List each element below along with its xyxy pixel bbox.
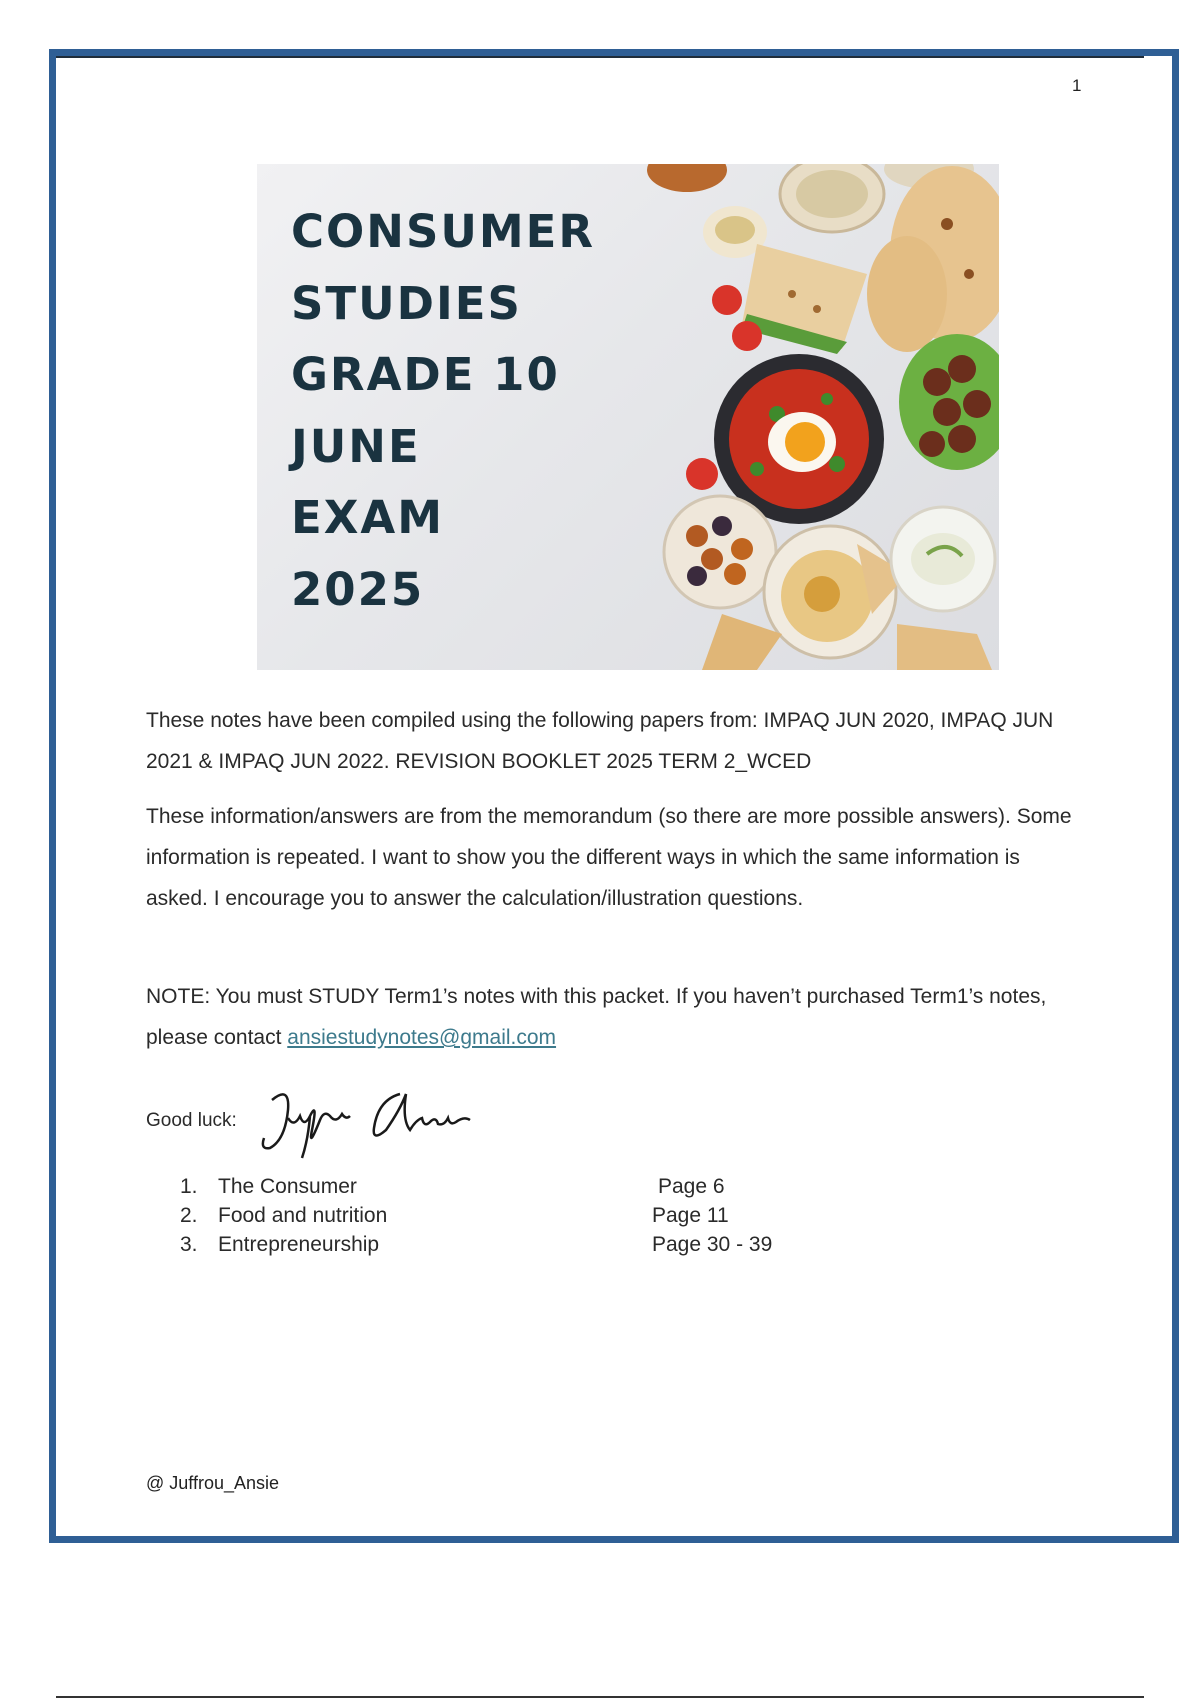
- cover-title-line: EXAM: [291, 491, 445, 544]
- toc-number: 3.: [180, 1233, 198, 1256]
- good-luck-label: Good luck:: [146, 1110, 237, 1131]
- toc-title: The Consumer: [218, 1175, 357, 1198]
- table-of-contents: [180, 1172, 880, 1259]
- toc-item: [180, 1201, 880, 1230]
- intro-note: [146, 976, 1086, 1058]
- email-link[interactable]: ansiestudynotes@gmail.com: [287, 1026, 557, 1049]
- cover-title-line: STUDIES: [291, 276, 522, 330]
- toc-page: Page 6: [658, 1175, 725, 1198]
- header-rule: [56, 56, 1144, 58]
- intro-paragraph-memo: These information/answers are from the memorandum (so there are more possible answers). Some information is repeated. I want to show you the different ways in which the same information is asked. I encourage you to answer the calculation/illustration questions.: [146, 805, 1072, 910]
- toc-item: [180, 1230, 880, 1259]
- toc-page: Page 11: [652, 1204, 729, 1227]
- signature: [250, 1080, 480, 1160]
- bottom-rule: [56, 1696, 1144, 1698]
- cover-title-line: JUNE: [291, 419, 421, 473]
- toc-item: [180, 1172, 880, 1201]
- toc-title: Food and nutrition: [218, 1204, 388, 1227]
- note-text: NOTE: You must STUDY Term1’s notes with this packet. If you haven’t purchased Term1’s notes, please contact: [146, 985, 1047, 1049]
- toc-title: Entrepreneurship: [218, 1233, 380, 1256]
- cover-title-line: CONSUMER: [291, 205, 596, 258]
- intro-paragraph-sources: These notes have been compiled using the following papers from: IMPAQ JUN 2020, IMPAQ JUN 2021 & IMPAQ JUN 2022. REVISION BOOKLET 2025 TERM 2_WCED: [146, 709, 1054, 773]
- page-number: 1: [1072, 76, 1082, 95]
- cover-image: [257, 164, 999, 670]
- toc-number: 2.: [180, 1204, 198, 1227]
- author-handle: @ Juffrou_Ansie: [146, 1473, 280, 1493]
- toc-page: Page 30 - 39: [652, 1233, 773, 1256]
- cover-title: [291, 196, 595, 625]
- cover-title-line: 2025: [291, 562, 425, 616]
- toc-number: 1.: [180, 1175, 198, 1198]
- cover-title-line: GRADE 10: [291, 348, 560, 401]
